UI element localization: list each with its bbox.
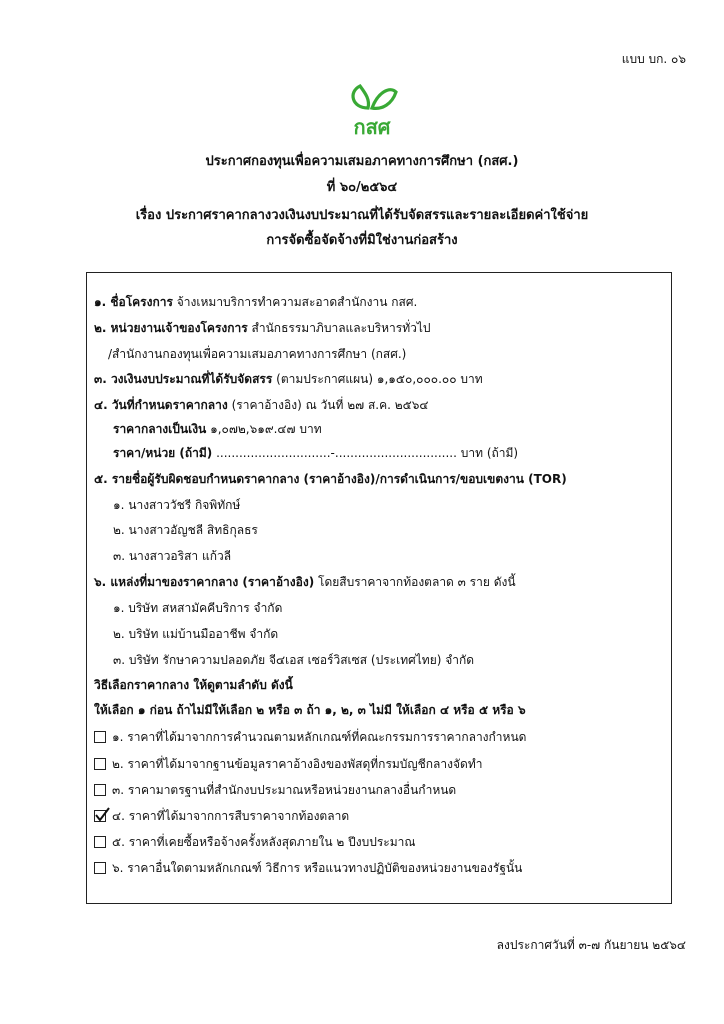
option-4-checkbox[interactable] xyxy=(94,810,106,822)
option-4 xyxy=(94,808,349,824)
option-4-label: ๔. ราคาที่ได้มาจากการสืบราคาจากท้องตลาด xyxy=(112,809,350,823)
header-line-4: การจัดซื้อจัดจ้างที่มิใช่งานก่อสร้าง xyxy=(266,233,458,248)
section-1 xyxy=(94,294,417,310)
section-2-value: สำนักธรรมาภิบาลและบริหารทั่วไป xyxy=(251,321,431,335)
option-3 xyxy=(94,782,456,798)
logo-text: กสศ xyxy=(353,115,391,138)
responsible-person-1: ๑. นางสาววัชรี กิจพิทักษ์ xyxy=(113,498,241,512)
section-1-value: จ้างเหมาบริการทำความสะอาดสำนักงาน กสศ. xyxy=(176,295,418,309)
option-2-label: ๒. ราคาที่ได้มาจากฐานข้อมูลราคาอ้างอิงของพัสดุที่กรมบัญชีกลางจัดทำ xyxy=(112,757,483,771)
section-4-unit xyxy=(113,445,518,461)
method-title: วิธีเลือกราคากลาง ให้ดูตามลำดับ ดังนี้ xyxy=(94,678,293,692)
source-company-1: ๑. บริษัท สหสามัคคีบริการ จำกัด xyxy=(113,601,283,615)
section-4-unit-value: ..............................-................................ บาท (ถ้ามี) xyxy=(216,446,519,460)
method-rule: ให้เลือก ๑ ก่อน ถ้าไม่มีให้เลือก ๒ หรือ ๓ ถ้า ๑, ๒, ๓ ไม่มี ให้เลือก ๔ หรือ ๕ หรือ ๖ xyxy=(94,703,526,717)
option-3-checkbox[interactable] xyxy=(94,784,106,796)
header-line-2: ที่ ๖๐/๒๕๖๔ xyxy=(326,180,398,195)
option-1-label: ๑. ราคาที่ได้มาจากการคำนวณตามหลักเกณฑ์ที่คณะกรรมการราคากลางกำหนด xyxy=(112,730,527,744)
section-4-price xyxy=(113,421,322,437)
section-4-price-value: ๑,๐๗๒,๖๑๙.๔๗ บาท xyxy=(210,422,322,436)
option-1-checkbox[interactable] xyxy=(94,731,106,743)
section-5-label: ๕. รายชื่อผู้รับผิดชอบกำหนดราคากลาง (ราคาอ้างอิง)/การดำเนินการ/ขอบเขตงาน (TOR) xyxy=(94,472,567,486)
announcement-date: ลงประกาศวันที่ ๓-๗ กันยายน ๒๕๖๔ xyxy=(496,938,686,952)
kss-logo xyxy=(342,78,402,138)
option-2 xyxy=(94,756,482,772)
option-1 xyxy=(94,729,526,745)
header-line-3: เรื่อง ประกาศราคากลางวงเงินงบประมาณที่ได้รับจัดสรรและรายละเอียดค่าใช้จ่าย xyxy=(135,208,589,223)
option-3-label: ๓. ราคามาตรฐานที่สำนักงบประมาณหรือหน่วยงานกลางอื่นกำหนด xyxy=(112,783,457,797)
source-company-3: ๓. บริษัท รักษาความปลอดภัย จี๔เอส เซอร์วิสเซส (ประเทศไทย) จำกัด xyxy=(113,653,475,667)
section-3-value: (ตามประกาศแผน) ๑,๑๕๐,๐๐๐.๐๐ บาท xyxy=(276,372,483,386)
option-5-label: ๕. ราคาที่เคยซื้อหรือจ้างครั้งหลังสุดภายใน ๒ ปีงบประมาณ xyxy=(112,835,416,849)
section-2-value-2: /สำนักงานกองทุนเพื่อความเสมอภาคทางการศึกษา (กสศ.) xyxy=(108,347,407,361)
section-4-price-label: ราคากลางเป็นเงิน xyxy=(113,422,207,436)
option-5 xyxy=(94,834,416,850)
section-2 xyxy=(94,320,431,336)
leaf-left-icon xyxy=(353,86,368,108)
section-4 xyxy=(94,397,428,413)
option-2-checkbox[interactable] xyxy=(94,758,106,770)
source-company-2: ๒. บริษัท แม่บ้านมืออาชีพ จำกัด xyxy=(113,627,279,641)
leaf-right-icon xyxy=(372,90,396,109)
section-6-value: โดยสืบราคาจากท้องตลาด ๓ ราย ดังนี้ xyxy=(318,575,516,589)
responsible-person-3: ๓. นางสาวอริสา แก้วลี xyxy=(113,549,232,563)
option-6-checkbox[interactable] xyxy=(94,862,106,874)
form-code: แบบ บก. ๐๖ xyxy=(621,52,686,66)
section-6-label: ๖. แหล่งที่มาของราคากลาง (ราคาอ้างอิง) xyxy=(94,575,315,589)
section-4-label: ๔. วันที่กำหนดราคากลาง xyxy=(94,398,228,412)
section-2-label: ๒. หน่วยงานเจ้าของโครงการ xyxy=(94,321,248,335)
option-6-label: ๖. ราคาอื่นใดตามหลักเกณฑ์ วิธีการ หรือแนวทางปฏิบัติของหน่วยงานของรัฐนั้น xyxy=(112,861,523,875)
section-4-unit-label: ราคา/หน่วย (ถ้ามี) xyxy=(113,446,213,460)
responsible-person-2: ๒. นางสาวอัญชลี สิทธิกุลธร xyxy=(113,523,258,537)
section-3 xyxy=(94,371,483,387)
header-line-1: ประกาศกองทุนเพื่อความเสมอภาคทางการศึกษา (กสศ.) xyxy=(205,154,519,169)
option-5-checkbox[interactable] xyxy=(94,836,106,848)
section-3-label: ๓. วงเงินงบประมาณที่ได้รับจัดสรร xyxy=(94,372,273,386)
option-6 xyxy=(94,860,522,876)
section-1-label: ๑. ชื่อโครงการ xyxy=(94,295,173,309)
checkmark-icon xyxy=(94,807,110,823)
section-6 xyxy=(94,574,516,590)
section-4-value: (ราคาอ้างอิง) ณ วันที่ ๒๗ ส.ค. ๒๕๖๔ xyxy=(231,398,429,412)
